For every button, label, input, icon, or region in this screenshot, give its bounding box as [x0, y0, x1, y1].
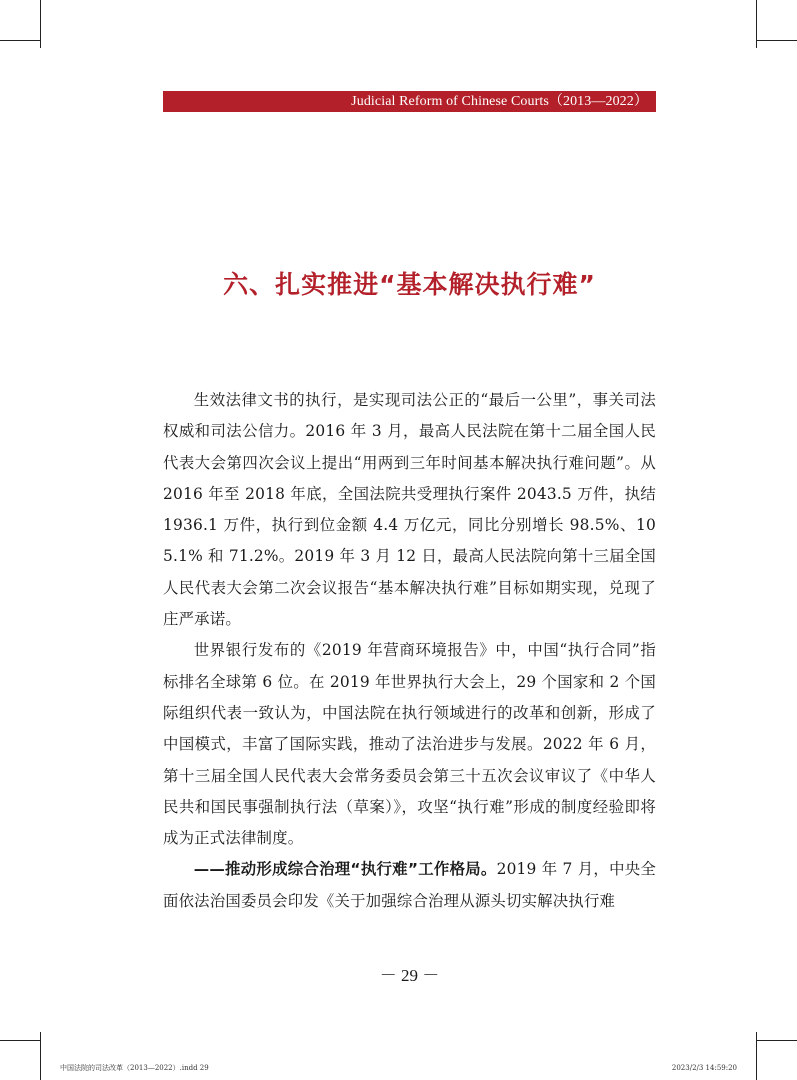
- crop-mark: [0, 1040, 40, 1041]
- body-text: [163, 385, 656, 917]
- file-slug: 中国法院的司法改革（2013—2022）.indd 29: [60, 1064, 209, 1072]
- paragraph-lead: ——推动形成综合治理“执行难”工作格局。: [193, 860, 497, 879]
- crop-mark: [757, 40, 797, 41]
- paragraph-text: 2019 年 7 月，中央全面依法治国委员会印发《关于加强综合治理从源头切实解决执行难: [163, 860, 656, 910]
- crop-mark: [40, 0, 41, 48]
- paragraph: [163, 854, 656, 917]
- crop-mark: [40, 1032, 41, 1080]
- print-timestamp: 2023/2/3 14:59:20: [671, 1064, 737, 1072]
- paragraph: 生效法律文书的执行，是实现司法公正的“最后一公里”，事关司法权威和司法公信力。2016 年 3 月，最高人民法院在第十二届全国人民代表大会第四次会议上提出“用两到三年时间基本解决执行难问题”。从 2016 年至 2018 年底，全国法院共受理执行案件 2043.5 万件，执结 1936.1 万件，执行到位金额 4.4 万亿元，同比分别增长 98.5%、105.1% 和 71.2%。2019 年 3 月 12 日，最高人民法院向第十三届全国人民代表大会第二次会议报告“基本解决执行难”目标如期实现，兑现了庄严承诺。: [163, 391, 656, 629]
- paragraph: 世界银行发布的《2019 年营商环境报告》中，中国“执行合同”指标排名全球第 6 位。在 2019 年世界执行大会上，29 个国家和 2 个国际组织代表一致认为，中国法院在执行领域进行的改革和创新，形成了中国模式，丰富了国际实践，推动了法治进步与发展。2022 年 6 月，第十三届全国人民代表大会常务委员会第三十五次会议审议了《中华人民共和国民事强制执行法（草案）》，攻坚“执行难”形成的制度经验即将成为正式法律制度。: [163, 641, 656, 848]
- crop-mark: [0, 40, 40, 41]
- page-number: － 29 －: [379, 966, 440, 985]
- section-title: 六、扎实推进“基本解决执行难”: [223, 269, 596, 299]
- crop-mark: [757, 1040, 797, 1041]
- running-header: Judicial Reform of Chinese Courts（2013—2022）: [163, 91, 656, 112]
